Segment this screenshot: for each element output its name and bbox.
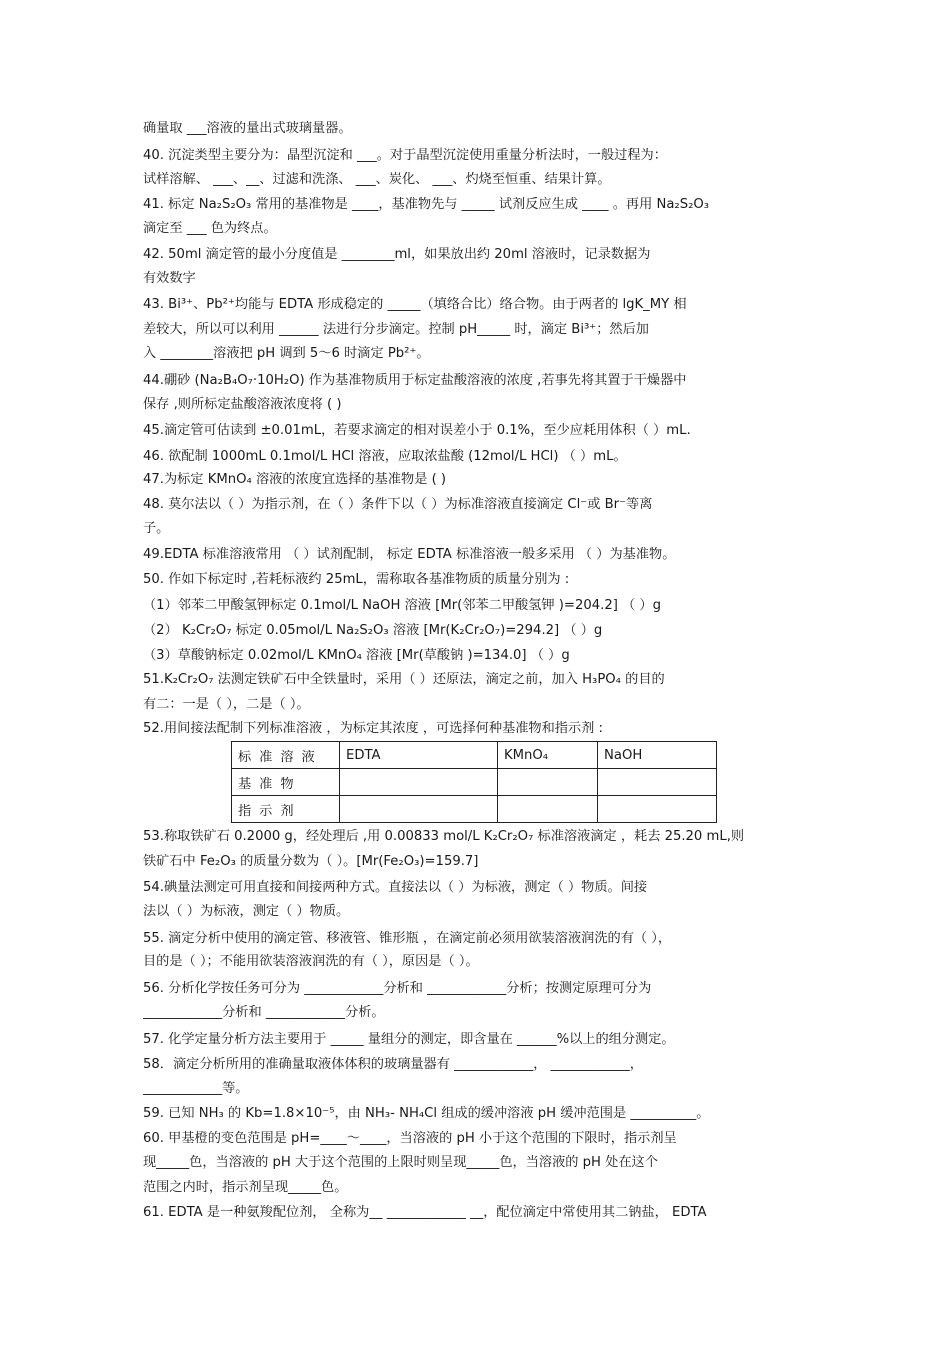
text-line: 54.碘量法测定可用直接和间接两种方式。直接法以（ ）为标液，测定（ ）物质。间接 [143,880,648,895]
text-line: 法以（ ）为标液，测定（ ）物质。 [143,904,350,919]
table-cell [498,769,598,796]
text-line: 保存 ,则所标定盐酸溶液浓度将 ( ) [143,397,342,412]
text-line: 铁矿石中 Fe₂O₃ 的质量分数为（ ）。[Mr(Fe₂O₃)=159.7] [143,854,479,869]
text-line: 有二：一是（ ），二是（ ）。 [143,697,310,712]
text-line: 范围之内时，指示剂呈现_____色。 [143,1180,348,1195]
text-line: 40. 沉淀类型主要分为：晶型沉淀和 ___。对于晶型沉淀使用重量分析法时，一般过程为： [143,148,667,163]
text-line: 55. 滴定分析中使用的滴定管、移液管、锥形瓶 ，在滴定前必须用欲装溶液润洗的有（ ）， [143,931,672,946]
text-line: 61. EDTA 是一种氨羧配位剂， 全称为__ ____________ __，配位滴定中常使用其二钠盐， EDTA [143,1205,707,1220]
text-line: 入 ________溶液把 pH 调到 5～6 时滴定 Pb²⁺。 [143,346,430,361]
text-line: 58．滴定分析所用的准确量取液体体积的玻璃量器有 ____________， ____________， [143,1057,643,1072]
text-line: 差较大，所以可以利用 ______ 法进行分步滴定。控制 pH_____ 时，滴定 Bi³⁺；然后加 [143,322,649,337]
text-line: ____________等。 [143,1081,249,1096]
table-header-cell: NaOH [598,742,717,769]
table-header-cell: KMnO₄ [498,742,598,769]
text-line: 60. 甲基橙的变色范围是 pH=____～____，当溶液的 pH 小于这个范围的下限时，指示剂呈 [143,1131,677,1146]
text-line: 56. 分析化学按任务可分为 ____________分析和 ____________分析；按测定原理可分为 [143,981,652,996]
standard-solution-table [231,741,717,823]
text-line: （1）邻苯二甲酸氢钾标定 0.1mol/L NaOH 溶液 [Mr(邻苯二甲酸氢钾 )=204.2] （ ）g [143,598,661,613]
table-header-cell: EDTA [340,742,498,769]
text-line: （2） K₂Cr₂O₇ 标定 0.05mol/L Na₂S₂O₃ 溶液 [Mr(K₂Cr₂O₇)=294.2] （ ）g [143,623,603,638]
text-line: 确量取 ___溶液的量出式玻璃量器。 [143,121,352,136]
text-line: 滴定至 ___ 色为终点。 [143,221,277,236]
text-line: 52.用间接法配制下列标准溶液 ，为标定其浓度 ，可选择何种基准物和指示剂 : [143,721,603,736]
table-cell [498,796,598,823]
text-line: 46. 欲配制 1000mL 0.1mol/L HCl 溶液，应取浓盐酸 (12mol/L HCl) （ ）mL。 [143,449,627,464]
table-header-cell: 标准溶液 [232,742,340,769]
table-cell [340,796,498,823]
text-line: 48. 莫尔法以（ ）为指示剂，在（ ）条件下以（ ）为标准溶液直接滴定 Cl⁻或 Br⁻等离 [143,497,653,512]
text-line: 现_____色，当溶液的 pH 大于这个范围的上限时则呈现_____色，当溶液的 pH 处在这个 [143,1155,658,1170]
table-cell [598,796,717,823]
text-line: 目的是（ ）；不能用欲装溶液润洗的有（ ），原因是（ ）。 [143,954,479,969]
text-line: 47.为标定 KMnO₄ 溶液的浓度宜选择的基准物是 ( ) [143,472,447,487]
text-line: 51.K₂Cr₂O₇ 法测定铁矿石中全铁量时，采用（ ）还原法，滴定之前，加入 H₃PO₄ 的目的 [143,672,665,687]
text-line: 57. 化学定量分析方法主要用于 _____ 量组分的测定，即含量在 ______%以上的组分测定。 [143,1032,675,1047]
text-line: 45.滴定管可估读到 ±0.01mL，若要求滴定的相对误差小于 0.1%，至少应耗用体积（ ）mL. [143,423,691,438]
table-cell: 基准物 [232,769,340,796]
table-row [232,742,717,769]
text-line: 有效数字 [143,271,196,286]
table-row [232,769,717,796]
table-row [232,796,717,823]
text-line: 试样溶解、 ___、__、过滤和洗涤、 ___、炭化、 ___、灼烧至恒重、结果计算。 [143,172,611,187]
text-line: 44.硼砂 (Na₂B₄O₇·10H₂O) 作为基准物质用于标定盐酸溶液的浓度 ,若事先将其置于干燥器中 [143,373,687,388]
text-line: 49.EDTA 标准溶液常用 （ ）试剂配制， 标定 EDTA 标准溶液一般多采用 （ ）为基准物。 [143,547,676,562]
text-line: 53.称取铁矿石 0.2000 g，经处理后 ,用 0.00833 mol/L K₂Cr₂O₇ 标准溶液滴定 ，耗去 25.20 mL,则 [143,829,745,844]
text-line: （3）草酸钠标定 0.02mol/L KMnO₄ 溶液 [Mr(草酸钠 )=134.0] （ ）g [143,648,570,663]
text-line: 50. 作如下标定时 ,若耗标液约 25mL，需称取各基准物质的质量分别为 : [143,572,570,587]
table-cell [598,769,717,796]
text-line: 子。 [143,521,170,536]
text-line: 41. 标定 Na₂S₂O₃ 常用的基准物是 ____，基准物先与 _____ 试剂反应生成 ____ 。再用 Na₂S₂O₃ [143,197,710,212]
text-line: 43. Bi³⁺、Pb²⁺均能与 EDTA 形成稳定的 _____（填络合比）络合物。由于两者的 lgK_MY 相 [143,297,687,312]
table-cell: 指示剂 [232,796,340,823]
table-cell [340,769,498,796]
text-line: 59. 已知 NH₃ 的 Kb=1.8×10⁻⁵，由 NH₃- NH₄Cl 组成的缓冲溶液 pH 缓冲范围是 __________。 [143,1106,710,1121]
text-line: ____________分析和 ____________分析。 [143,1005,385,1020]
text-line: 42. 50ml 滴定管的最小分度值是 ________ml，如果放出约 20ml 溶液时，记录数据为 [143,247,651,262]
